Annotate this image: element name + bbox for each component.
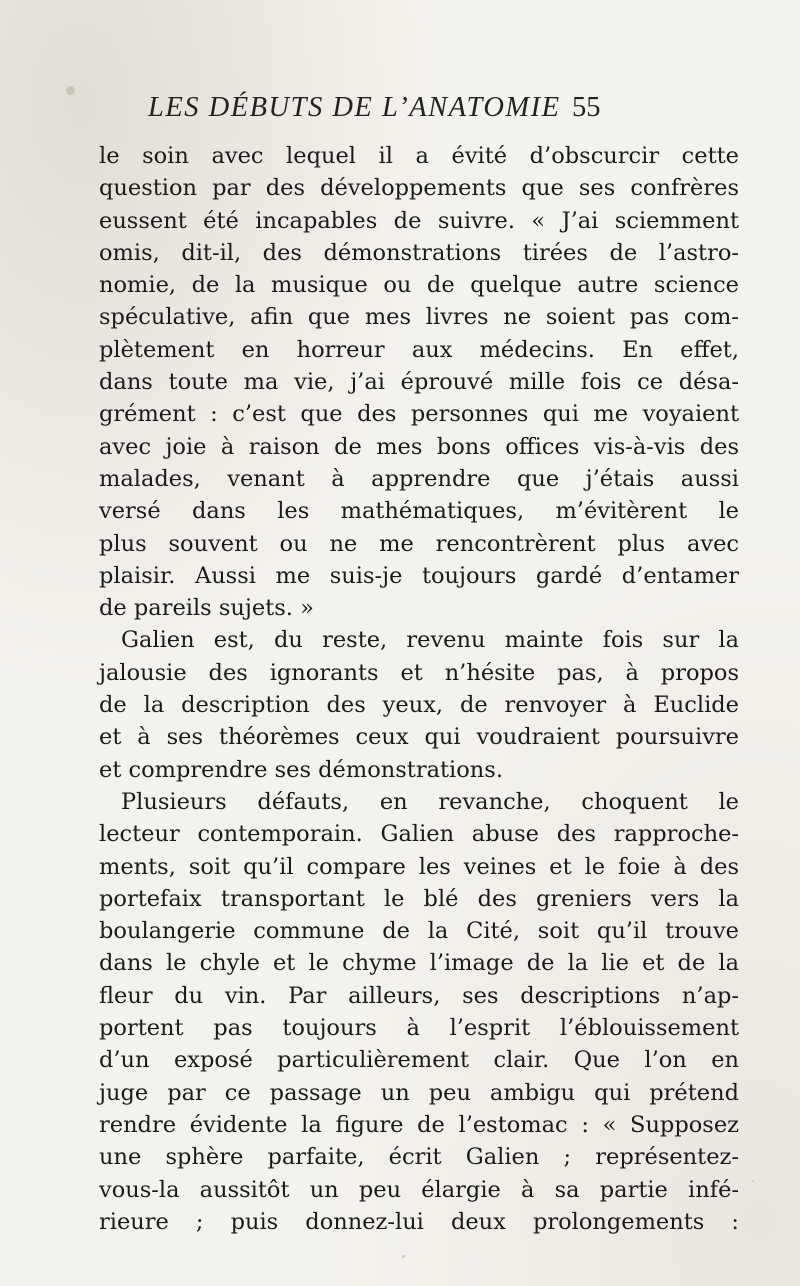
text-line: question par des développements que ses confrères: [99, 175, 739, 202]
text-line: Plusieurs défauts, en revanche, choquent le: [121, 788, 739, 815]
text-line: avec joie à raison de mes bons offices vis-à-vis des: [99, 433, 739, 460]
text-line: et à ses théorèmes ceux qui voudraient poursuivre: [99, 724, 739, 751]
text-line: nomie, de la musique ou de quelque autre science: [99, 272, 739, 299]
text-line: grément : c’est que des personnes qui me voyaient: [99, 401, 739, 428]
text-line: une sphère parfaite, écrit Galien ; représentez-: [99, 1144, 739, 1171]
running-title: LES DÉBUTS DE L’ANATOMIE: [148, 92, 561, 123]
text-line: fleur du vin. Par ailleurs, ses descriptions n’ap-: [99, 982, 739, 1009]
text-line: de la description des yeux, de renvoyer à Euclide: [99, 692, 739, 719]
text-line: jalousie des ignorants et n’hésite pas, à propos: [99, 659, 739, 686]
text-line: plaisir. Aussi me suis-je toujours gardé d’entamer: [99, 562, 739, 589]
text-line: plètement en horreur aux médecins. En effet,: [99, 336, 739, 363]
text-line: portent pas toujours à l’esprit l’éblouissement: [99, 1015, 739, 1042]
text-line: dans toute ma vie, j’ai éprouvé mille fois ce désa-: [99, 369, 739, 396]
text-line: ments, soit qu’il compare les veines et le foie à des: [99, 853, 739, 880]
body-text: [99, 140, 739, 1238]
text-line: spéculative, afin que mes livres ne soient pas com-: [99, 304, 739, 331]
text-line: de pareils sujets. »: [99, 595, 314, 622]
text-line: portefaix transportant le blé des greniers vers la: [99, 885, 739, 912]
text-line: omis, dit-il, des démonstrations tirées de l’astro-: [99, 239, 739, 266]
text-line: juge par ce passage un peu ambigu qui prétend: [99, 1079, 739, 1106]
text-line: et comprendre ses démonstrations.: [99, 756, 503, 783]
text-line: boulangerie commune de la Cité, soit qu’il trouve: [99, 918, 739, 945]
text-line: versé dans les mathématiques, m’évitèrent le: [99, 498, 739, 525]
text-line: rieure ; puis donnez-lui deux prolongements :: [99, 1208, 739, 1235]
text-line: le soin avec lequel il a évité d’obscurcir cette: [99, 143, 739, 169]
text-line: vous-la aussitôt un peu élargie à sa partie infé-: [99, 1176, 739, 1203]
text-line: eussent été incapables de suivre. « J’ai sciemment: [99, 207, 739, 234]
paper-speck: [752, 1180, 754, 1182]
text-line: rendre évidente la figure de l’estomac : « Supposez: [99, 1111, 739, 1138]
running-header: [0, 92, 800, 132]
text-line: dans le chyle et le chyme l’image de la lie et de la: [99, 950, 739, 977]
paper-speck: [402, 1255, 405, 1258]
text-line: d’un exposé particulièrement clair. Que l’on en: [99, 1047, 739, 1074]
page-number: 55: [572, 92, 601, 123]
text-line: malades, venant à apprendre que j’étais aussi: [99, 465, 739, 492]
text-line: lecteur contemporain. Galien abuse des rapproche-: [99, 821, 739, 848]
text-line: plus souvent ou ne me rencontrèrent plus avec: [99, 530, 739, 557]
paper-speck: [66, 86, 75, 95]
text-line: Galien est, du reste, revenu mainte fois sur la: [121, 627, 739, 654]
